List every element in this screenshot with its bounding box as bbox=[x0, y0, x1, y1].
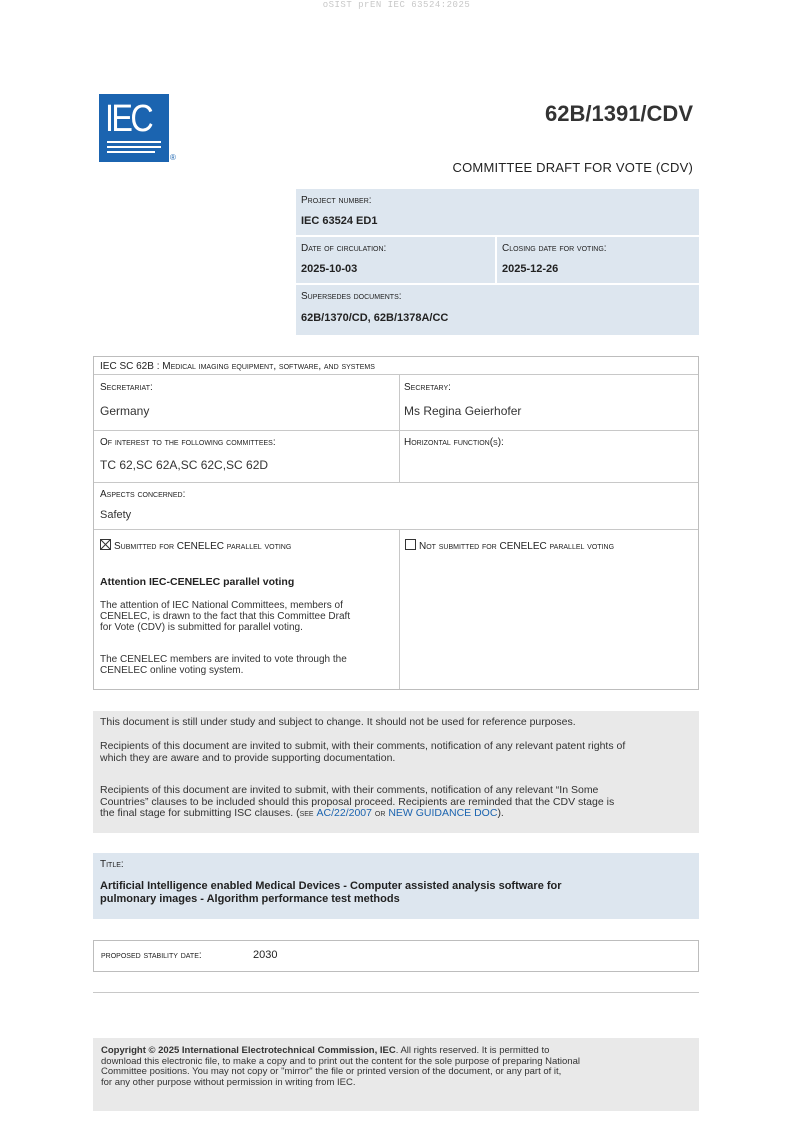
committee-header-row bbox=[94, 357, 698, 375]
committee-table bbox=[93, 356, 699, 690]
attention-line: for Vote (CDV) is submitted for parallel voting. bbox=[100, 622, 303, 633]
title-label: Title: bbox=[100, 859, 124, 870]
submitted-label: Submitted for CENELEC parallel voting bbox=[114, 541, 292, 552]
notice-text: ). bbox=[497, 807, 504, 819]
notice-line: Countries” clauses to be included should this proposal proceed. Recipients are reminded that the CDV stage is bbox=[100, 795, 615, 808]
stability-value: 2030 bbox=[253, 949, 278, 961]
stability-box bbox=[93, 940, 699, 972]
closing-box bbox=[497, 237, 699, 283]
document-number: 62B/1391/CDV bbox=[545, 101, 693, 126]
circulation-box bbox=[296, 237, 495, 283]
circulation-label: Date of circulation: bbox=[301, 243, 387, 254]
committee-name: Medical imaging equipment, software, and systems bbox=[162, 361, 375, 372]
committee-code: IEC SC 62B : bbox=[100, 361, 163, 372]
stability-label: proposed stability date: bbox=[101, 950, 202, 961]
aspects-label: Aspects concerned: bbox=[100, 489, 186, 500]
attention-title: Attention IEC-CENELEC parallel voting bbox=[100, 576, 295, 588]
column-divider bbox=[399, 530, 400, 689]
circulation-date: 2025-10-03 bbox=[301, 263, 358, 275]
copyright-line: download this electronic file, to make a copy and to print out the content for the sole purpose of preparing National bbox=[101, 1055, 580, 1067]
members-line: CENELEC online voting system. bbox=[100, 665, 244, 676]
project-number-label: Project number: bbox=[301, 195, 372, 206]
project-number-box bbox=[296, 189, 699, 235]
column-divider bbox=[399, 375, 400, 482]
supersedes-box bbox=[296, 285, 699, 335]
guidance-link[interactable]: NEW GUIDANCE DOC bbox=[388, 807, 498, 819]
secretary-value: Ms Regina Geierhofer bbox=[404, 404, 522, 418]
interest-row bbox=[94, 431, 698, 483]
iec-logo bbox=[99, 94, 169, 162]
attention-line: CENELEC, is drawn to the fact that this Committee Draft bbox=[100, 611, 351, 622]
notice-text: the final stage for submitting ISC clauses. ( bbox=[100, 807, 300, 819]
copyright-line: Committee positions. You may not copy or "mirror" the file or printed version of the document, or any part of it, bbox=[101, 1066, 562, 1077]
title-line: pulmonary images - Algorithm performance test methods bbox=[100, 893, 400, 905]
not-submitted-option[interactable] bbox=[405, 539, 614, 552]
notice-paragraph-1: This document is still under study and subject to change. It should not be used for reference purposes. bbox=[100, 716, 576, 728]
committee-header bbox=[100, 361, 375, 372]
ac-link[interactable]: AC/22/2007 bbox=[316, 807, 372, 819]
members-text bbox=[100, 654, 347, 676]
logo-stripe bbox=[107, 151, 155, 153]
copyright-rest: . All rights reserved. It is permitted to bbox=[395, 1045, 550, 1056]
not-submitted-label: Not submitted for CENELEC parallel voting bbox=[419, 541, 615, 552]
copyright-holder: Copyright © 2025 International Electrotechnical Commission, IEC bbox=[101, 1045, 396, 1056]
notice-paragraph-2 bbox=[100, 741, 625, 764]
copyright-line bbox=[101, 1046, 580, 1057]
supersedes-label: Supersedes documents: bbox=[301, 291, 402, 302]
secretariat-row bbox=[94, 375, 698, 431]
notice-line: Recipients of this document are invited to submit, with their comments, notification of any relevant patent rights of bbox=[100, 740, 626, 752]
document-title bbox=[100, 880, 562, 906]
notice-line: Recipients of this document are invited to submit, with their comments, notification of any relevant “In Some bbox=[100, 784, 599, 796]
title-line: Artificial Intelligence enabled Medical Devices - Computer assisted analysis software for bbox=[100, 880, 562, 892]
attention-text bbox=[100, 600, 350, 633]
horizontal-label: Horizontal function(s): bbox=[404, 437, 504, 448]
secretary-label: Secretary: bbox=[404, 382, 451, 393]
notice-see: see bbox=[299, 807, 314, 819]
copyright-text bbox=[101, 1046, 580, 1088]
notice-box bbox=[93, 711, 699, 833]
copyright-line: for any other purpose without permission in writing from IEC. bbox=[101, 1076, 356, 1088]
members-line: The CENELEC members are invited to vote through the bbox=[100, 654, 347, 665]
checked-checkbox-icon[interactable] bbox=[100, 539, 111, 550]
title-box bbox=[93, 853, 699, 919]
supersedes-value: 62B/1370/CD, 62B/1378A/CC bbox=[301, 312, 449, 324]
secretariat-label: Secretariat: bbox=[100, 382, 153, 393]
aspects-value: Safety bbox=[100, 509, 132, 521]
interest-value: TC 62,SC 62A,SC 62C,SC 62D bbox=[100, 458, 269, 472]
notice-line bbox=[100, 808, 614, 820]
closing-date: 2025-12-26 bbox=[502, 263, 559, 275]
notice-paragraph-3 bbox=[100, 785, 614, 820]
copyright-box bbox=[93, 1038, 699, 1111]
secretariat-value: Germany bbox=[100, 404, 150, 418]
registered-mark: ® bbox=[170, 153, 176, 162]
logo-stripe bbox=[107, 146, 161, 148]
interest-label: Of interest to the following committees: bbox=[100, 437, 276, 448]
submitted-option[interactable] bbox=[100, 539, 291, 552]
unchecked-checkbox-icon[interactable] bbox=[405, 539, 416, 550]
notice-or: or bbox=[374, 807, 386, 819]
logo-stripe bbox=[107, 141, 161, 143]
project-number-value: IEC 63524 ED1 bbox=[301, 215, 378, 227]
notice-line: which they are aware and to provide supporting documentation. bbox=[100, 751, 396, 764]
attention-line: The attention of IEC National Committees, members of bbox=[100, 600, 343, 611]
divider bbox=[93, 992, 699, 993]
logo-text: IEC bbox=[105, 98, 152, 140]
closing-label: Closing date for voting: bbox=[502, 243, 607, 254]
document-type: COMMITTEE DRAFT FOR VOTE (CDV) bbox=[452, 160, 693, 175]
aspects-row bbox=[94, 483, 698, 530]
watermark: oSIST prEN IEC 63524:2025 bbox=[322, 0, 471, 10]
